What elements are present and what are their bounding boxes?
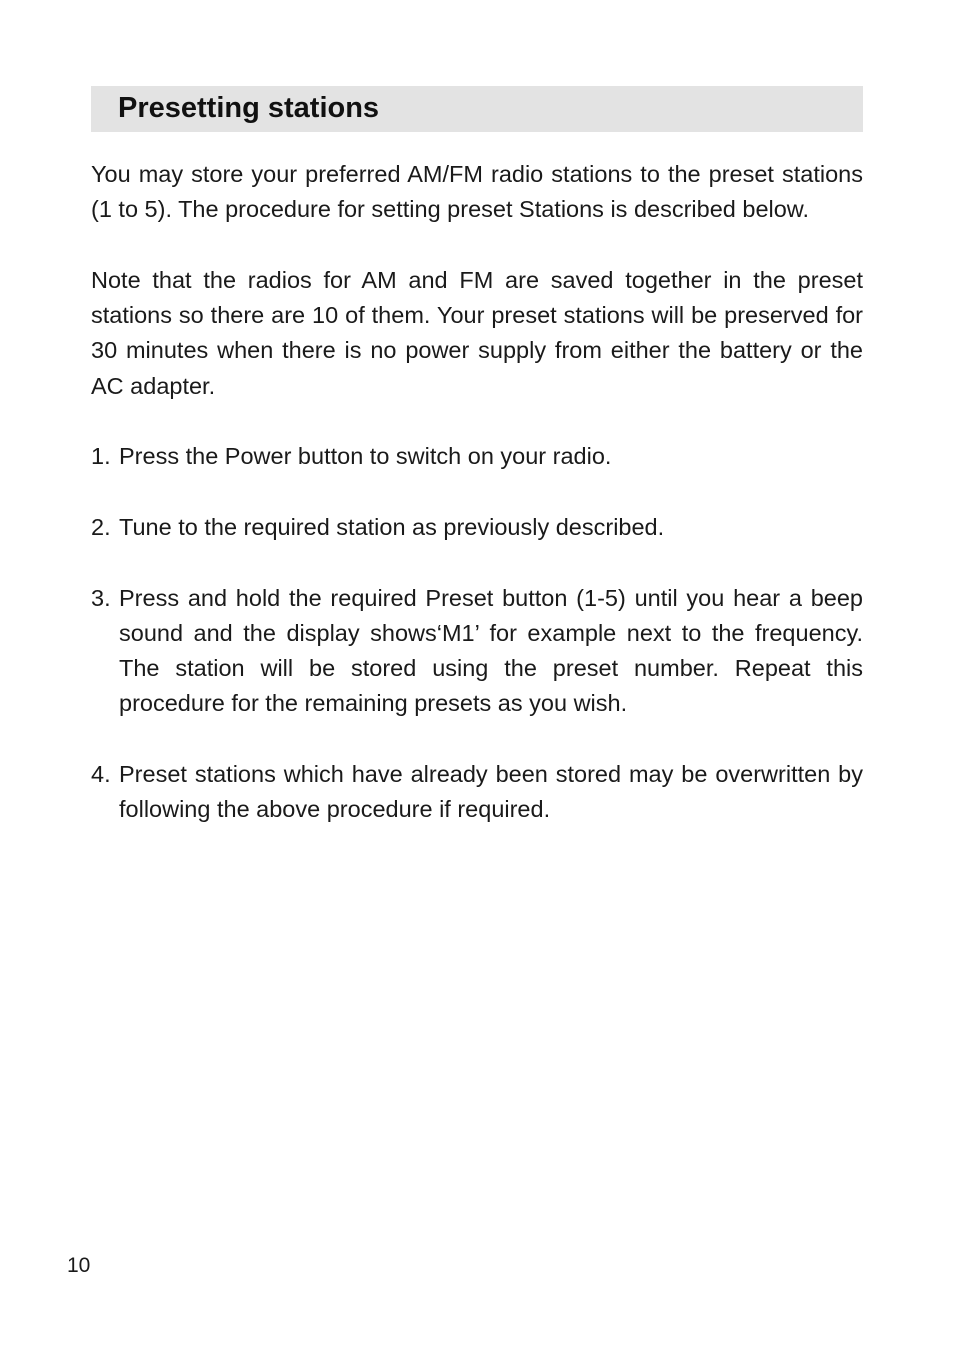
page-content	[91, 157, 863, 863]
step-number: 3.	[91, 584, 111, 611]
step-item	[91, 510, 863, 545]
note-paragraph: Note that the radios for AM and FM are saved together in the preset stations so there are 10 of them. Your preset stations will be preserved for 30 minutes when there is no power supply from either the battery or the AC adapter.	[91, 266, 863, 399]
step-number: 2.	[91, 513, 111, 540]
page-number: 10	[67, 1254, 91, 1277]
step-number: 4.	[91, 761, 111, 788]
section-header	[91, 86, 863, 132]
step-item	[91, 439, 863, 474]
section-title: Presetting stations	[118, 92, 380, 124]
step-item	[91, 581, 863, 722]
step-text: Press the Power button to switch on your radio.	[119, 443, 612, 470]
step-item	[91, 757, 863, 828]
steps-list	[91, 439, 863, 827]
step-number: 1.	[91, 443, 111, 470]
step-text: Tune to the required station as previously described.	[119, 513, 665, 540]
step-text: Press and hold the required Preset button (1-5) until you hear a beep sound and the display shows‘M1’ for example next to the frequency. The station will be stored using the preset number. Repeat this procedure for the remaining presets as you wish.	[119, 584, 863, 717]
intro-paragraph: You may store your preferred AM/FM radio stations to the preset stations (1 to 5). The procedure for setting preset Stations is described below.	[91, 161, 863, 223]
step-text: Preset stations which have already been stored may be overwritten by following the above procedure if required.	[119, 761, 863, 823]
